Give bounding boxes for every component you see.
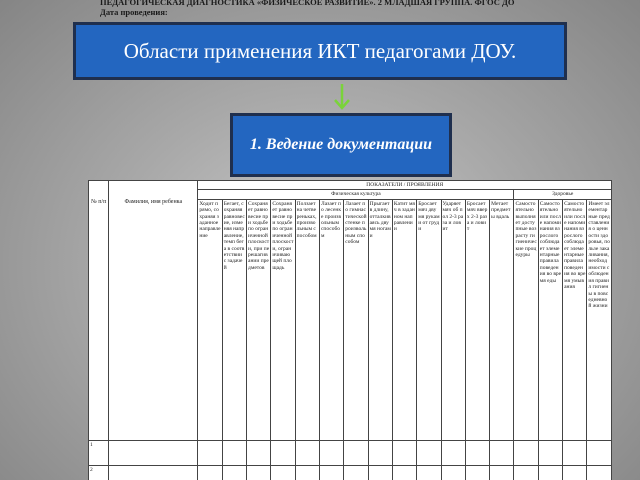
column-header: Имеет элементарные представления о ценности здоровья, пользе закаливания, необходимости соблюдения правил гигиены в повседневной жизни [587, 199, 612, 440]
title-banner-text: Области применения ИКТ педагогами ДОУ. [123, 38, 517, 63]
score-cell[interactable] [198, 465, 222, 480]
score-cell[interactable] [465, 465, 489, 480]
title-banner [73, 22, 567, 80]
column-header: Прыгает в длину, отталкиваясь двумя ногами [368, 199, 392, 440]
score-cell[interactable] [295, 465, 319, 480]
column-header: Ползает на четвереньках, произвольным способом [295, 199, 319, 440]
down-arrow-icon [333, 83, 351, 111]
score-cell[interactable] [465, 440, 489, 465]
score-cell[interactable] [563, 465, 587, 480]
score-cell[interactable] [490, 465, 514, 480]
score-cell[interactable] [417, 465, 441, 480]
subtitle-banner [230, 113, 452, 177]
score-cell[interactable] [587, 465, 612, 480]
document-header-title: ПЕДАГОГИЧЕСКАЯ ДИАГНОСТИКА «ФИЗИЧЕСКОЕ РАЗВИТИЕ». 2 МЛАДШАЯ ГРУППА. ФГОС ДО [100, 0, 515, 7]
score-cell[interactable] [392, 440, 416, 465]
document-header-date: Дата проведения: [100, 7, 168, 17]
score-cell[interactable] [490, 440, 514, 465]
header-number: № п/п [89, 181, 109, 441]
row-number: 2 [89, 465, 109, 480]
score-cell[interactable] [344, 465, 368, 480]
child-name-cell[interactable] [109, 440, 198, 465]
score-cell[interactable] [514, 440, 538, 465]
score-cell[interactable] [271, 465, 295, 480]
table-row [89, 465, 612, 480]
score-cell[interactable] [319, 465, 343, 480]
score-cell[interactable] [198, 440, 222, 465]
score-cell[interactable] [514, 465, 538, 480]
score-cell[interactable] [563, 440, 587, 465]
subtitle-banner-text: 1. Ведение документации [249, 136, 433, 153]
column-header: Бросает мяч вверх 2-3 раза и ловит [465, 199, 489, 440]
score-cell[interactable] [441, 465, 465, 480]
header-group-health: Здоровье [514, 190, 612, 199]
score-cell[interactable] [319, 440, 343, 465]
column-header: Бросает мяч двумя руками от груди [417, 199, 441, 440]
row-number: 1 [89, 440, 109, 465]
column-header: Лазает по лесенке произвольным способом [319, 199, 343, 440]
score-cell[interactable] [368, 440, 392, 465]
column-header: Лазает по гимнастической стенке произвольным способом [344, 199, 368, 440]
score-cell[interactable] [271, 440, 295, 465]
column-header: Самостоятельно выполняет доступные возрасту гигиенические процедуры [514, 199, 538, 440]
column-header: Метает предметы вдаль [490, 199, 514, 440]
column-header: Бегает, сохраняя равновесие, изменяя направление, темп бега в соответствии с задачей [222, 199, 246, 440]
column-header: Катит мяч в заданном направлении [392, 199, 416, 440]
score-cell[interactable] [222, 440, 246, 465]
child-name-cell[interactable] [109, 465, 198, 480]
score-cell[interactable] [222, 465, 246, 480]
column-header: Самостоятельно или после напоминания взрослого соблюдает элементарные правила поведения во время умывания [563, 199, 587, 440]
score-cell[interactable] [538, 440, 562, 465]
score-cell[interactable] [247, 440, 271, 465]
column-header: Сохраняет равновесие при ходьбе по ограниченной плоскости, ограничивающей площадь [271, 199, 295, 440]
score-cell[interactable] [344, 440, 368, 465]
diagnostics-table-sheet [88, 180, 612, 480]
diagnostics-table [88, 180, 612, 480]
column-header: Сохраняет равновесие при ходьбе по ограниченной плоскости, при перешагивании предметов [247, 199, 271, 440]
score-cell[interactable] [587, 440, 612, 465]
score-cell[interactable] [392, 465, 416, 480]
header-indicators: ПОКАЗАТЕЛИ / ПРОЯВЛЕНИЯ [198, 181, 612, 190]
column-header: Самостоятельно или после напоминания взрослого соблюдает элементарные правила поведения во время еды [538, 199, 562, 440]
score-cell[interactable] [247, 465, 271, 480]
document-header [100, 0, 620, 17]
header-name: Фамилия, имя ребенка [109, 181, 198, 441]
score-cell[interactable] [538, 465, 562, 480]
score-cell[interactable] [441, 440, 465, 465]
score-cell[interactable] [417, 440, 441, 465]
column-header: Ударяет мяч об пол 2-3 раза и ловит [441, 199, 465, 440]
score-cell[interactable] [368, 465, 392, 480]
column-header: Ходит прямо, сохраняя заданное направление [198, 199, 222, 440]
table-row [89, 440, 612, 465]
score-cell[interactable] [295, 440, 319, 465]
header-group-physical-culture: Физическая культура [198, 190, 514, 199]
